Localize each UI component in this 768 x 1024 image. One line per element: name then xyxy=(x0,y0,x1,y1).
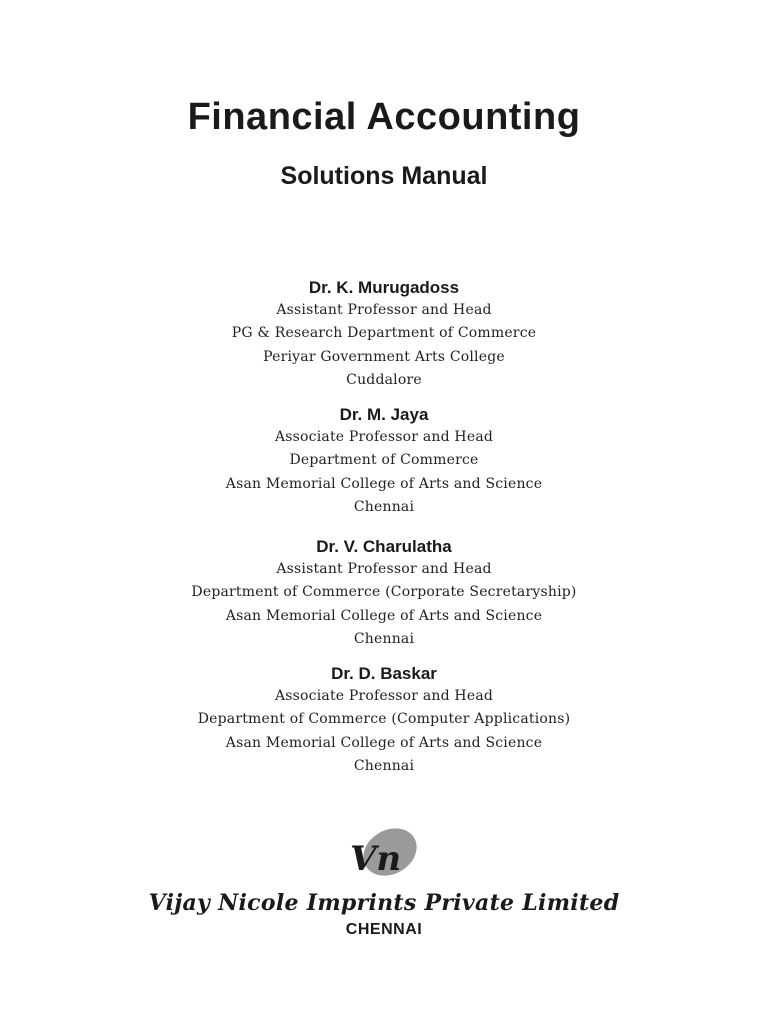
author-designation: Assistant Professor and Head xyxy=(276,302,492,318)
author-city: Chennai xyxy=(353,498,415,515)
author-department: Department of Commerce xyxy=(289,452,479,469)
author-city: Cuddalore xyxy=(346,371,422,388)
author-department: Department of Commerce (Computer Applications) xyxy=(197,711,571,728)
publisher-city: CHENNAI xyxy=(345,921,423,938)
book-subtitle: Solutions Manual xyxy=(280,162,488,190)
author-department: Department of Commerce (Corporate Secretaryship) xyxy=(191,584,577,601)
author-institution: Asan Memorial College of Arts and Science xyxy=(225,475,543,492)
book-title: Financial Accounting xyxy=(187,96,581,138)
author-department: PG & Research Department of Commerce xyxy=(231,325,537,342)
author-block xyxy=(0,277,768,392)
author-name: Dr. K. Murugadoss xyxy=(308,278,460,297)
author-designation: Associate Professor and Head xyxy=(274,688,494,704)
author-city: Chennai xyxy=(353,630,415,647)
author-name: Dr. V. Charulatha xyxy=(316,537,452,556)
author-city: Chennai xyxy=(353,757,415,774)
author-institution: Asan Memorial College of Arts and Science xyxy=(225,734,543,751)
publisher-name: Vijay Nicole Imprints Private Limited xyxy=(148,890,620,916)
author-institution: Asan Memorial College of Arts and Science xyxy=(225,607,543,624)
author-name: Dr. M. Jaya xyxy=(339,405,429,424)
author-designation: Associate Professor and Head xyxy=(274,429,494,445)
logo-monogram: Vn xyxy=(350,839,402,879)
author-designation: Assistant Professor and Head xyxy=(276,561,492,577)
publisher-logo-icon xyxy=(346,824,422,884)
author-block xyxy=(0,663,768,778)
author-block xyxy=(0,404,768,519)
author-name: Dr. D. Baskar xyxy=(331,664,437,683)
author-block xyxy=(0,536,768,651)
author-institution: Periyar Government Arts College xyxy=(263,348,505,365)
